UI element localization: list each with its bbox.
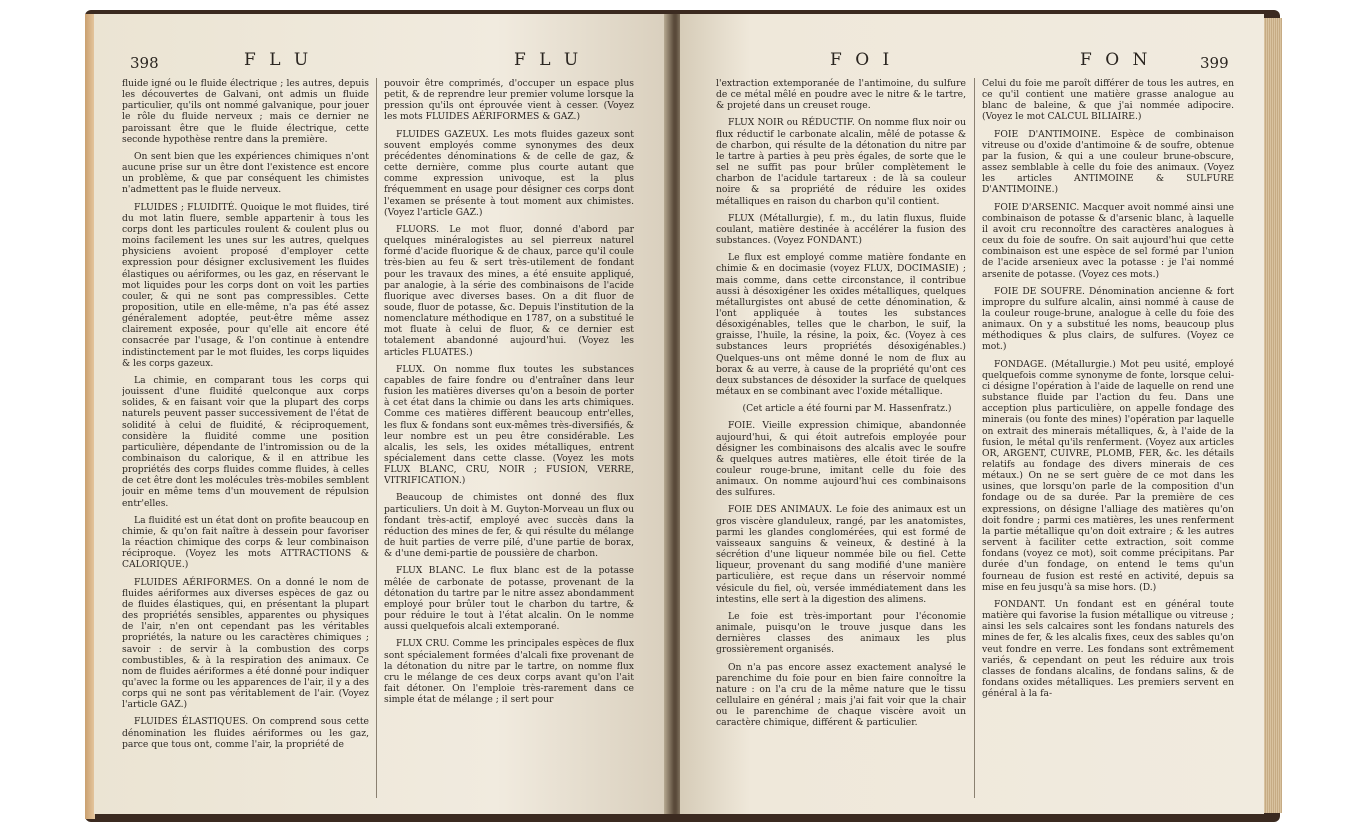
paragraph: La chimie, en comparant tous les corps qui jouissent d'une fluidité quelconque aux corps solides, & en faisant voir que la plupart des corps naturels peuvent passer successivement de l'état de solidité à celui de fluidité, & réciproquement, considère la fluidité comme une position particulière, dépendante de l'intromission ou de la combinaison du calorique, & il en attribue les propriétés des corps fluides comme fluides, à celles de cet être dont les molécules très-mobiles semblent jouir en même tems d'un mouvement de répulsion entr'elles. <box>122 374 369 509</box>
right-column-b <box>982 78 1234 798</box>
right-column-a <box>716 78 966 798</box>
right-running-head-b: F O N <box>1080 50 1152 70</box>
paragraph: FLUX NOIR ou RÉDUCTIF. On nomme flux noir ou flux réductif le carbonate alcalin, mêlé de potasse & de charbon, qui résulte de la détonation du nitre par le tartre à parties à peu près égales, de sorte que le sel ne suffit pas pour brûler complètement le charbon de l'acidule tartareux : de là sa couleur noire & sa propriété de réduire les oxides métalliques en raison du charbon qu'il contient. <box>716 117 966 207</box>
paragraph: La fluidité est un état dont on profite beaucoup en chimie, & qu'on fait naître à dessein pour favoriser la réaction chimique des corps & leur combinaison réciproque. (Voyez les mots ATTRACTIONS & CALORIQUE.) <box>122 514 369 571</box>
right-running-head-a: F O I <box>830 50 894 70</box>
paragraph: FLUIDES AÉRIFORMES. On a donné le nom de fluides aériformes aux diverses espèces de gaz ou de fluides élastiques, qui, en présentant la plupart des propriétés sensibles, apparentes ou physiques de l'air, n'en ont cependant pas les véritables propriétés, la nature ou les caractères chimiques ; savoir : de servir à la combustion des corps combustibles, & à la respiration des animaux. Ce nom de fluides aériformes a été donné pour indiquer qu'avec la forme ou les apparences de l'air, il y a des corps qui ne sont pas véritablement de l'air. (Voyez l'article GAZ.) <box>122 576 369 711</box>
column-divider <box>974 78 975 798</box>
paragraph: FLUIDES ; FLUIDITÉ. Quoique le mot fluides, tiré du mot latin fluere, semble appartenir à tous les corps dont les particules roulent & coulent plus ou moins facilement les unes sur les autres, quelques physiciens avoient proposé d'employer cette expression pour désigner exclusivement les fluides élastiques ou aériformes, ou les gaz, en réservant le mot liquides pour les corps dont on voit les parties couler, & qui ne sont pas compressibles. Cette proposition, utile en elle-même, n'a pas été assez généralement adoptée, peut-être même assez clairement exposée, pour qu'elle ait encore été consacrée par l'usage, & l'on continue à entendre indistinctement par le mot fluides, les corps liquides & les corps gazeux. <box>122 201 369 369</box>
paragraph: On n'a pas encore assez exactement analysé le parenchime du foie pour en bien faire connoître la nature : on l'a cru de la même nature que le tissu cellulaire en général ; mais j'ai fait voir que la chair ou le parenchime de chaque viscère avoit un caractère chimique, différent & particulier. <box>716 661 966 729</box>
paragraph: FONDANT. Un fondant est en général toute matière qui favorise la fusion métallique ou vitreuse ; ainsi les sels calcaires sont les fondans naturels des mines de fer, & les alcalis fixes, ceux des sables qu'on veut fondre en verre. Les fondans sont extrêmement variés, & cependant on peut les réduire aux trois classes de fondans alcalins, de fondans salins, & de fondans oxides métalliques. Les premiers servent en général à la fa- <box>982 598 1234 700</box>
paragraph: FOIE. Vieille expression chimique, abandonnée aujourd'hui, & qui étoit autrefois employée pour désigner les combinaisons des alcalis avec le soufre & quelques autres matières, elle étoit tirée de la couleur rouge-brune, imitant celle du foie des animaux. On nomme aujourd'hui ces combinaisons des sulfures. <box>716 420 966 499</box>
paragraph: FOIE D'ARSENIC. Macquer avoit nommé ainsi une combinaison de potasse & d'arsenic blanc, à laquelle il avoit cru reconnoître des caractères analogues à ceux du foie de soufre. On sait aujourd'hui que cette combinaison est une espèce de sel formé par l'union de l'acide arsenieux avec la potasse : je l'ai nommé arsenite de potasse. (Voyez ces mots.) <box>982 201 1234 280</box>
paragraph: FONDAGE. (Métallurgie.) Mot peu usité, employé quelquefois comme synonyme de fonte, lorsque celui-ci désigne l'opération à l'aide de laquelle on rend une substance fluide par l'action du feu. Dans une acception plus particulière, on appelle fondage des minerais (ou fonte des mines) l'opération par laquelle on extrait des minerais métalliques, &, à l'aide de la fusion, le métal qu'ils renferment. (Voyez aux articles OR, ARGENT, CUIVRE, PLOMB, FER, &c. les détails relatifs au fondage des divers minerais de ces métaux.) On ne se sert guère de ce mot dans les usines, que lorsqu'on parle de la composition d'un fondage ou de sa durée. Par la première de ces expressions, on désigne l'alliage des matières qu'on doit fondre ; parmi ces matières, les unes renferment la partie métallique qu'on doit extraire ; & les autres servent à faciliter cette extraction, soit comme fondans (voyez ce mot), soit comme précipitans. Par durée d'un fondage, on entend le tems qu'un fourneau de fusion est resté en activité, depuis sa mise en feu jusqu'à sa mise hors. (D.) <box>982 358 1234 593</box>
paragraph: FLUIDES ÉLASTIQUES. On comprend sous cette dénomination les fluides aériformes ou les gaz, parce que tous ont, comme l'air, la propriété de <box>122 716 369 750</box>
left-page-number: 398 <box>130 54 159 72</box>
paragraph: FLUORS. Le mot fluor, donné d'abord par quelques minéralogistes au sel pierreux naturel formé d'acide fluorique & de chaux, parce qu'il coule très-bien au feu & sert très-utilement de fondant pour les travaux des mines, a été ensuite appliqué, par analogie, à la série des combinaisons de l'acide fluorique avec diverses bases. On a dit fluor de soude, fluor de potasse, &c. Depuis l'institution de la nomenclature méthodique en 1787, on a substitué le mot fluate à celui de fluor, & ce dernier est totalement abandonné aujourd'hui. (Voyez les articles FLUATES.) <box>384 223 634 358</box>
left-running-head-a: F L U <box>244 50 313 70</box>
paragraph: On sent bien que les expériences chimiques n'ont aucune prise sur un être dont l'existence est encore un problème, & que par conséquent les chimistes n'admettent pas le fluide nerveux. <box>122 150 369 196</box>
paragraph: pouvoir être comprimés, d'occuper un espace plus petit, & de reprendre leur premier volume lorsque la pression qu'ils ont éprouvée vient à cesser. (Voyez les mots FLUIDES AÉRIFORMES & GAZ.) <box>384 78 634 123</box>
paragraph: l'extraction extemporanée de l'antimoine, du sulfure de ce métal mêlé en poudre avec le nitre & le tartre, & projeté dans un creuset rouge. <box>716 78 966 112</box>
right-page <box>680 14 1264 814</box>
column-divider <box>376 78 377 798</box>
paragraph: FOIE DES ANIMAUX. Le foie des animaux est un gros viscère glanduleux, rangé, par les anatomistes, parmi les glandes conglomérées, qui est formé de vaisseaux sanguins & veineux, & destiné à la sécrétion d'une liqueur nommée bile ou fiel. Cette liqueur, provenant du sang modifié d'une manière particulière, est reçue dans un réservoir nommé vésicule du fiel, où, versée immédiatement dans les intestins, elle sert à la digestion des alimens. <box>716 504 966 605</box>
left-page <box>94 14 670 814</box>
paragraph: Beaucoup de chimistes ont donné des flux particuliers. Un doit à M. Guyton-Morveau un flux ou fondant très-actif, employé avec succès dans la réduction des mines de fer, & qui résulte du mélange de huit parties de verre pilé, d'une partie de borax, & d'une demi-partie de poussière de charbon. <box>384 492 634 560</box>
paragraph: FLUX BLANC. Le flux blanc est de la potasse mêlée de carbonate de potasse, provenant de la détonation du tartre par le nitre assez abondamment employé pour brûler tout le charbon du tartre, & pour réduire le tout à l'état alcalin. On le nomme aussi quelquefois alcali extemporané. <box>384 565 634 633</box>
right-page-number: 399 <box>1200 54 1229 72</box>
paragraph: FLUX. On nomme flux toutes les substances capables de faire fondre ou d'entraîner dans leur fusion les matières diverses qu'on a besoin de porter à cet état dans la chimie ou dans les arts chimiques. Comme ces matières diffèrent beaucoup entr'elles, les flux & fondans sont eux-mêmes très-diversifiés, & leur nombre est un peu être considérable. Les alcalis, les sels, les oxides métalliques, entrent spécialement dans cette classe. (Voyez les mots FLUX BLANC, CRU, NOIR ; FUSION, VERRE, VITRIFICATION.) <box>384 363 634 487</box>
paragraph: FLUIDES GAZEUX. Les mots fluides gazeux sont souvent employés comme synonymes des deux précédentes dénominations & de celle de gaz, & cette dernière, comme plus courte autant que comme expression univoque, est la plus fréquemment en usage pour désigner ces corps dont l'examen se présente à tout moment aux chimistes. (Voyez l'article GAZ.) <box>384 128 634 218</box>
paragraph: FLUX CRU. Comme les principales espèces de flux sont spécialement formées d'alcali fixe provenant de la détonation du nitre par le tartre, on nomme flux cru le mélange de ces deux corps avant qu'on l'ait fait détoner. On l'emploie très-rarement dans ce simple état de mélange ; il sert pour <box>384 638 634 706</box>
page-edges-right <box>1262 18 1282 813</box>
paragraph: FOIE DE SOUFRE. Dénomination ancienne & fort impropre du sulfure alcalin, ainsi nommé à cause de la couleur rouge-brune, analogue à celle du foie des animaux. On y a substitué les noms, beaucoup plus méthodiques & plus clairs, de sulfures. (Voyez ce mot.) <box>982 285 1234 353</box>
paragraph: Le flux est employé comme matière fondante en chimie & en docimasie (voyez FLUX, DOCIMASIE) ; mais comme, dans cette circonstance, il contribue aussi à désoxigéner les oxides métalliques, quelques métallurgistes ont abusé de cette dénomination, & l'ont appliquée à toutes les substances désoxigénables, telles que le charbon, le suif, la graisse, l'huile, la résine, la poix, &c. (Voyez à ces substances leurs propriétés désoxigénables.) Quelques-uns ont même donné le nom de flux au borax & au verre, à cause de la propriété qu'ont ces deux substances de désoxider la surface de quelques métaux en se combinant avec l'oxide métallique. <box>716 252 966 398</box>
paragraph: FLUX (Métallurgie), f. m., du latin fluxus, fluide coulant, matière destinée à accélérer la fusion des substances. (Voyez FONDANT.) <box>716 212 966 247</box>
left-running-head-b: F L U <box>514 50 583 70</box>
paragraph: FOIE D'ANTIMOINE. Espèce de combinaison vitreuse ou d'oxide d'antimoine & de soufre, obtenue par la fusion, & qui a une couleur brune-obscure, assez semblable à celle du foie des animaux. (Voyez les articles ANTIMOINE & SULFURE D'ANTIMOINE.) <box>982 128 1234 196</box>
left-column-a <box>122 78 369 798</box>
paragraph: Celui du foie me paroît différer de tous les autres, en ce qu'il contient une matière grasse analogue au blanc de baleine, & que j'ai nommée adipocire. (Voyez le mot CALCUL BILIAIRE.) <box>982 78 1234 123</box>
paragraph: Le foie est très-important pour l'économie animale, puisqu'on le trouve jusque dans les dernières classes des animaux les plus grossièrement organisés. <box>716 610 966 656</box>
paragraph: fluide igné ou le fluide électrique ; les autres, depuis les découvertes de Galvani, ont admis un fluide particulier, qu'ils ont nommé galvanique, pour jouer le rôle du fluide nerveux ; mais ce dernier ne paroissant être que le fluide électrique, cette seconde hypothèse rentre dans la première. <box>122 78 369 145</box>
left-column-b <box>384 78 634 798</box>
paragraph: (Cet article a été fourni par M. Hassenfratz.) <box>742 403 952 415</box>
